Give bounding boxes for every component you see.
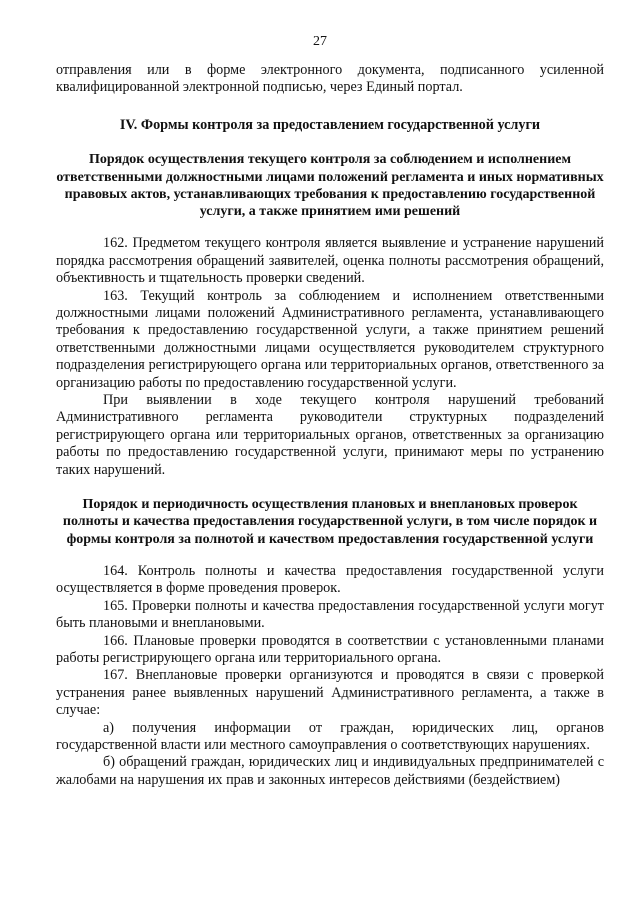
paragraph-166: 166. Плановые проверки проводятся в соответствии с установленными планами работы регистрирующего органа или территориального органа. [56,632,604,667]
paragraph-164: 164. Контроль полноты и качества предоставления государственной услуги осуществляется в форме проведения проверок. [56,562,604,597]
paragraph-167-b: б) обращений граждан, юридических лиц и индивидуальных предпринимателей с жалобами на нарушения их прав и законных интересов действиями (бездействием) [56,754,604,788]
page-content [56,62,604,789]
paragraph-163: 163. Текущий контроль за соблюдением и исполнением ответственными должностными лицами положений Административного регламента, устанавливающего требования к предоставлению государственной услуги, а также принятием решений ответственными должностными лицами осуществляется руководителем структурного подразделения регистрирующего органа или территориальных органов, ответственного за организацию работы по предоставлению государственной услуги. [56,287,604,391]
section-heading-current-control: Порядок осуществления текущего контроля за соблюдением и исполнением ответственными должностными лицами положений регламента и иных нормативных правовых актов, устанавливающих требования к предоставлению государственной услуги, а также принятием ими решений [56,152,604,220]
page-number: 27 [313,34,327,49]
paragraph-167-a: а) получения информации от граждан, юридических лиц, органов государственной власти или местного самоуправления о соответствующих нарушениях. [56,719,604,754]
paragraph-162: 162. Предметом текущего контроля является выявление и устранение нарушений порядка рассмотрения обращений заявителей, оценка полноты рассмотрения обращений, объективность и тщательность проверки сведений. [56,235,604,287]
paragraph-167: 167. Внеплановые проверки организуются и проводятся в связи с проверкой устранения ранее выявленных нарушений Административного регламента, а также в случае: [56,667,604,719]
section-heading-inspections: Порядок и периодичность осуществления плановых и внеплановых проверок полноты и качества предоставления государственной услуги, в том числе порядок и формы контроля за полнотой и качеством предоставления государственной услуги [62,497,598,547]
continuation-paragraph: отправления или в форме электронного документа, подписанного усиленной квалифицированной электронной подписью, через Единый портал. [56,62,604,96]
paragraph-165: 165. Проверки полноты и качества предоставления государственной услуги могут быть плановыми и внеплановыми. [56,597,604,632]
paragraph-violations: При выявлении в ходе текущего контроля нарушений требований Административного регламента руководители структурных подразделений регистрирующего органа или территориальных органов, ответственных за организацию работы по предоставлению государственной услуги, принимают меры по устранению таких нарушений. [56,392,604,478]
chapter-title: IV. Формы контроля за предоставлением государственной услуги [119,116,541,133]
